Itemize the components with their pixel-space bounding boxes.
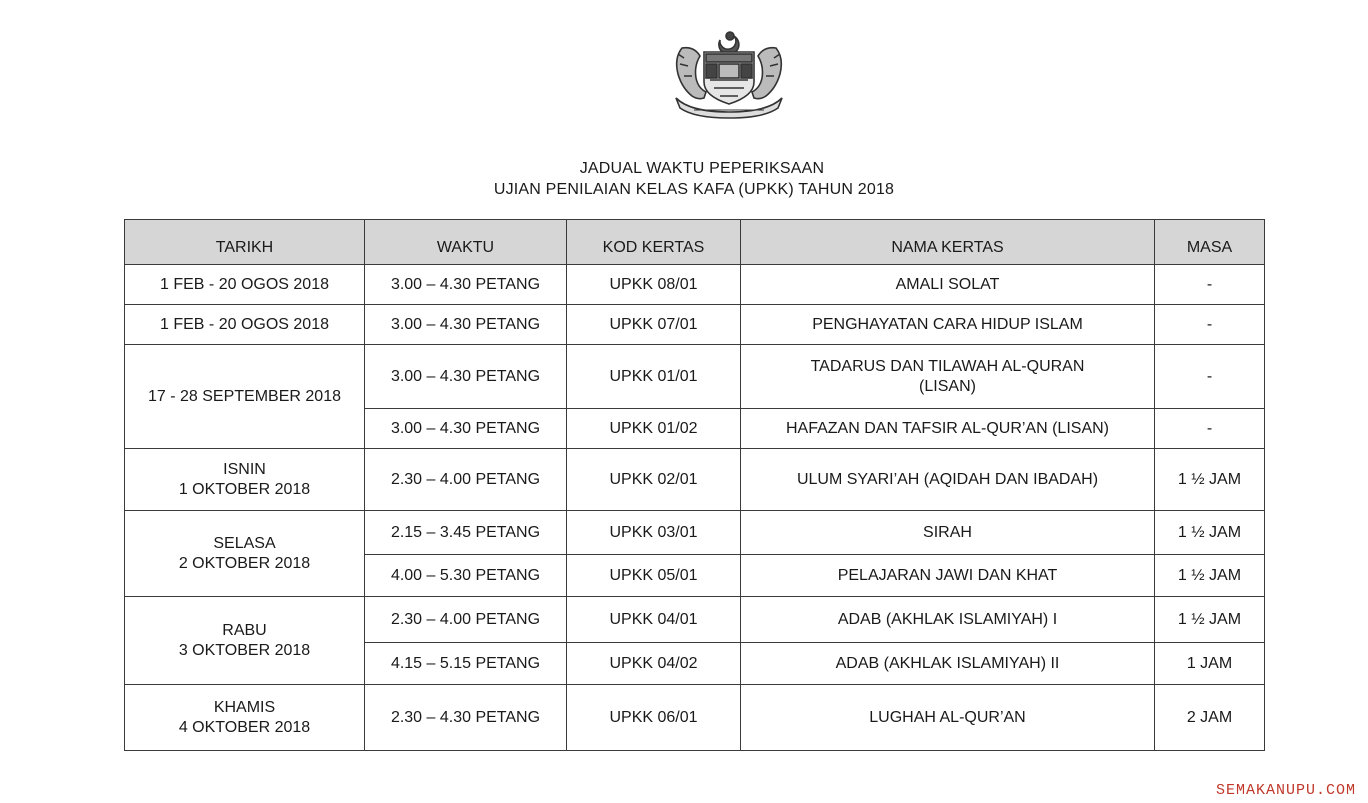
title-line-1: JADUAL WAKTU PEPERIKSAAN [579,160,825,177]
cell-nama-kertas [741,685,1155,751]
cell-masa: 1 JAM [1155,643,1265,685]
cell-masa: 1 ½ JAM [1155,597,1265,643]
cell-kod-kertas: UPKK 04/01 [567,597,741,643]
cell-waktu: 3.00 – 4.30 PETANG [365,305,567,345]
tarikh-text: 1 FEB - 20 OGOS 2018 [160,275,329,293]
cell-kod-kertas: UPKK 03/01 [567,511,741,555]
column-header-waktu: WAKTU [365,220,567,265]
tarikh-text: 1 OKTOBER 2018 [178,480,311,498]
cell-kod-kertas: UPKK 01/02 [567,409,741,449]
cell-waktu: 3.00 – 4.30 PETANG [365,265,567,305]
table-row [125,305,1265,345]
cell-nama-kertas [741,511,1155,555]
tarikh-text: RABU [222,621,267,639]
cell-kod-kertas: UPKK 04/02 [567,643,741,685]
cell-tarikh [125,305,365,345]
table-row [125,685,1265,751]
cell-nama-kertas [741,409,1155,449]
tarikh-text: KHAMIS [213,698,276,716]
nama-kertas-text: PENGHAYATAN CARA HIDUP ISLAM [812,315,1083,333]
title-line-2: UJIAN PENILAIAN KELAS KAFA (UPKK) TAHUN 2018 [493,181,895,198]
cell-waktu: 3.00 – 4.30 PETANG [365,345,567,409]
nama-kertas-text: ADAB (AKHLAK ISLAMIYAH) II [835,654,1060,672]
column-header-masa: MASA [1155,220,1265,265]
column-header-tarikh: TARIKH [125,220,365,265]
cell-kod-kertas: UPKK 08/01 [567,265,741,305]
cell-masa: 2 JAM [1155,685,1265,751]
nama-kertas-text: (LISAN) [919,377,976,395]
cell-tarikh [125,265,365,305]
nama-kertas-text: SIRAH [923,523,972,541]
cell-waktu: 2.30 – 4.00 PETANG [365,597,567,643]
cell-nama-kertas [741,305,1155,345]
nama-kertas-text: LUGHAH AL-QUR’AN [869,708,1026,726]
nama-kertas-text: HAFAZAN DAN TAFSIR AL-QUR’AN (LISAN) [785,419,1109,437]
malaysia-coat-of-arms-emblem [664,28,794,120]
tarikh-text: SELASA [213,534,276,552]
nama-kertas-text: ADAB (AKHLAK ISLAMIYAH) I [837,610,1058,628]
cell-masa: 1 ½ JAM [1155,555,1265,597]
table-row [125,449,1265,511]
cell-tarikh [125,449,365,511]
cell-tarikh [125,685,365,751]
tarikh-text: 17 - 28 SEPTEMBER 2018 [148,387,341,405]
cell-nama-kertas [741,449,1155,511]
cell-nama-kertas [741,345,1155,409]
cell-masa: 1 ½ JAM [1155,511,1265,555]
cell-nama-kertas [741,265,1155,305]
nama-kertas-text: TADARUS DAN TILAWAH AL-QURAN [810,357,1085,375]
cell-kod-kertas: UPKK 02/01 [567,449,741,511]
cell-waktu: 2.30 – 4.00 PETANG [365,449,567,511]
cell-masa: - [1155,265,1265,305]
cell-tarikh [125,597,365,685]
table-header-row [125,220,1265,265]
nama-kertas-text: PELAJARAN JAWI DAN KHAT [837,566,1058,584]
table-row [125,265,1265,305]
nama-kertas-text: AMALI SOLAT [895,275,1000,293]
document-title [0,158,1368,200]
nama-kertas-text: ULUM SYARI’AH (AQIDAH DAN IBADAH) [796,470,1099,488]
tarikh-text: 3 OKTOBER 2018 [178,641,311,659]
cell-kod-kertas: UPKK 07/01 [567,305,741,345]
cell-masa: - [1155,345,1265,409]
table-row [125,345,1265,409]
tarikh-text: 4 OKTOBER 2018 [178,718,311,736]
tarikh-text: 2 OKTOBER 2018 [178,554,311,572]
cell-tarikh [125,511,365,597]
cell-kod-kertas: UPKK 05/01 [567,555,741,597]
cell-tarikh [125,345,365,449]
cell-waktu: 4.15 – 5.15 PETANG [365,643,567,685]
cell-nama-kertas [741,555,1155,597]
table-row [125,511,1265,555]
exam-schedule-table [124,219,1265,751]
cell-masa: - [1155,305,1265,345]
cell-kod-kertas: UPKK 01/01 [567,345,741,409]
site-watermark: SEMAKANUPU.COM [1215,782,1356,799]
tarikh-text: ISNIN [223,460,266,478]
cell-nama-kertas [741,597,1155,643]
cell-waktu: 4.00 – 5.30 PETANG [365,555,567,597]
tarikh-text: 1 FEB - 20 OGOS 2018 [160,315,329,333]
column-header-nama-kertas: NAMA KERTAS [741,220,1155,265]
cell-masa: 1 ½ JAM [1155,449,1265,511]
column-header-kod-kertas: KOD KERTAS [567,220,741,265]
cell-kod-kertas: UPKK 06/01 [567,685,741,751]
cell-masa: - [1155,409,1265,449]
cell-waktu: 3.00 – 4.30 PETANG [365,409,567,449]
table-body [125,265,1265,751]
cell-waktu: 2.15 – 3.45 PETANG [365,511,567,555]
cell-nama-kertas [741,643,1155,685]
table-row [125,597,1265,643]
cell-waktu: 2.30 – 4.30 PETANG [365,685,567,751]
